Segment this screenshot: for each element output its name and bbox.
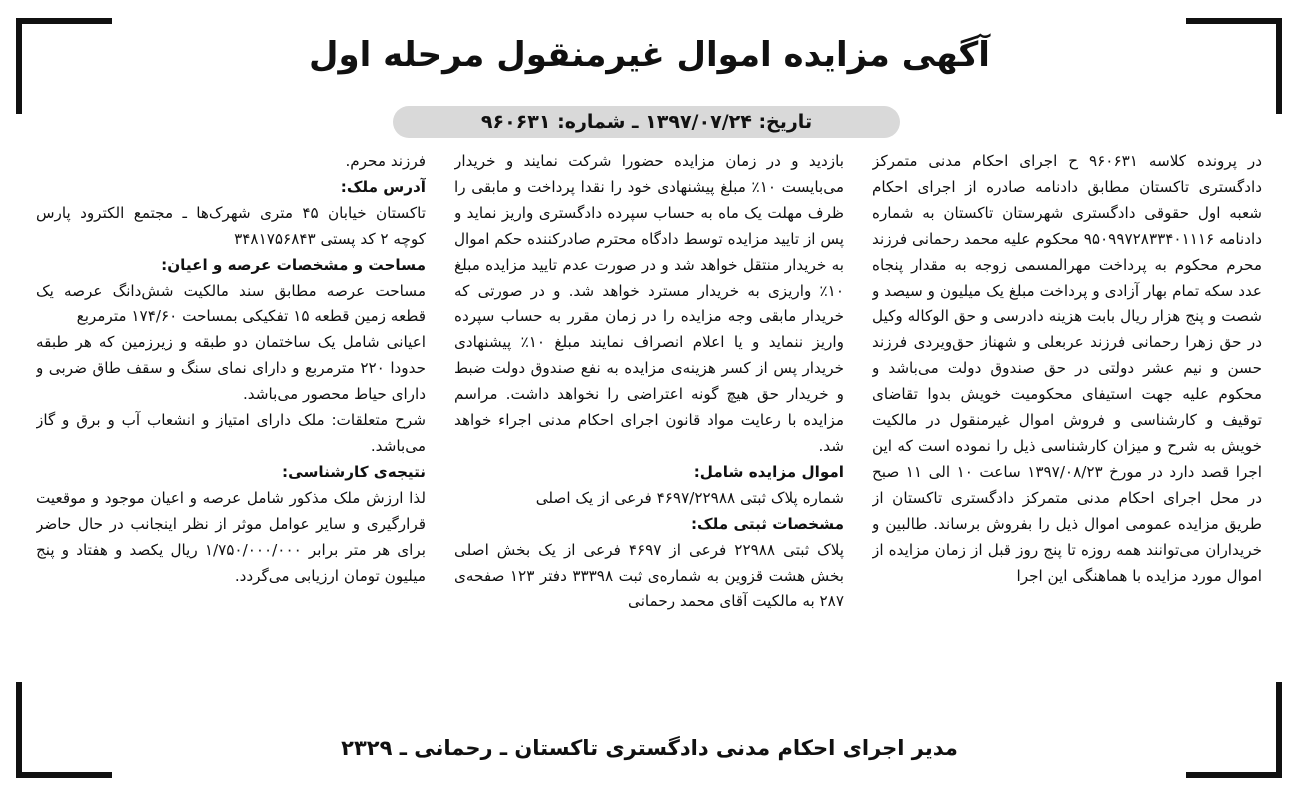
registration-details-text: پلاک ثبتی ۲۲۹۸۸ فرعی از ۴۶۹۷ فرعی از یک بخش اصلی بخش هشت قزوین به شماره‌ی ثبت ۳۳۳۹۸ دفتر ۱۲۳ صفحه‌ی ۲۸۷ به مالکیت آقای محمد رحمانی [454, 540, 844, 611]
notice-columns [36, 149, 1262, 719]
column-right [872, 149, 1262, 719]
owner-father-text: فرزند محرم. [345, 152, 426, 170]
column-left [36, 149, 426, 719]
notice-title: آگهی مزایده اموال غیرمنقول مرحله اول [309, 35, 990, 75]
appraisal-text: لذا ارزش ملک مذکور شامل عرصه و اعیان موجود و موقعیت قرارگیری و سایر عوامل موثر از نظر اینجانب در حال حاضر برای هر متر برابر ۱/۷۵۰/۰۰۰/۰۰۰ ریال یکصد و هفتاد و پنج میلیون تومان ارزیابی می‌گردد. [36, 488, 426, 585]
amenities-text: شرح متعلقات: ملک دارای امتیاز و انشعاب آب و برق و گاز می‌باشد. [36, 411, 426, 455]
column-middle [454, 149, 844, 719]
address-heading: آدرس ملک: [340, 177, 426, 196]
area-specs-heading: مساحت و مشخصات عرصه و اعیان: [161, 255, 426, 274]
column-middle-text: بازدید و در زمان مزایده حضورا شرکت نمایند و خریدار می‌بایست ۱۰٪ مبلغ پیشنهادی خود را نقدا پرداخت و مابقی را ظرف مهلت یک ماه به حساب سپرده دادگستری واریز نماید و پس از تایید مزایده توسط دادگاه محترم صادرکننده حکم اموال به خریدار منتقل خواهد شد و در صورت عدم تایید مزایده مبلغ ۱۰٪ واریزی به خریدار مسترد خواهد شد. و در صورتی که خریدار مابقی وجه مزایده را در زمان مقرر به حساب سپرده واریز ننماید و یا اعلام انصراف نمایند مبلغ ۱۰٪ پیشنهادی خریدار پس از کسر هزینه‌ی مزایده به نفع صندوق دولت ضبط و خریدار حق هیچ گونه اعتراضی را نخواهد داشت. مراسم مزایده با رعایت مواد قانون اجرای احکام مدنی اجراء خواهد شد. [454, 152, 844, 455]
registration-details-heading: مشخصات ثبتی ملک: [690, 514, 844, 533]
appraisal-heading: نتیجه‌ی کارشناسی: [282, 462, 426, 481]
building-text: اعیانی شامل یک ساختمان دو طبقه و زیرزمین که هر طبقه حدودا ۲۲۰ مترمربع و دارای نمای سنگ و سقف طاق ضربی و دارای حیاط محصور می‌باشد. [36, 333, 426, 404]
address-text: تاکستان خیابان ۴۵ متری شهرک‌ها ـ مجتمع الکترود پارس کوچه ۲ کد پستی ۳۴۸۱۷۵۶۸۴۳ [36, 203, 426, 248]
property-included-heading: اموال مزایده شامل: [693, 462, 844, 481]
property-plate-text: شماره پلاک ثبتی ۴۶۹۷/۲۲۹۸۸ فرعی از یک اصلی [535, 488, 844, 507]
date-number-line: تاریخ: ۱۳۹۷/۰۷/۲۴ ـ شماره: ۹۶۰۶۳۱ [393, 106, 900, 138]
notice-footer-signature: مدیر اجرای احکام مدنی دادگستری تاکستان ـ رحمانی ـ ۲۳۲۹ [341, 736, 958, 760]
column-right-text: در پرونده کلاسه ۹۶۰۶۳۱ ح اجرای احکام مدنی متمرکز دادگستری تاکستان مطابق دادنامه صادره از اجرای احکام شعبه اول حقوقی دادگستری شهرستان تاکستان به شماره دادنامه ۹۵۰۹۹۷۲۸۳۳۴۰۱۱۱۶ محکوم علیه محمد رحمانی فرزند محرم محکوم به پرداخت مهرالمسمی زوجه به مقدار پنجاه عدد سکه تمام بهار آزادی و پرداخت مبلغ یک میلیون و سیصد و شصت و پنج هزار ریال بابت هزینه دادرسی و حق الوکاله وکیل در حق زهرا رحمانی فرزند عربعلی و شهناز حق‌ویردی فرزند حسن و نیم عشر دولتی در حق صندوق دولت می‌باشد و محکوم علیه جهت استیفای محکومیت خویش بدوا تقاضای توقیف و کارشناسی و فروش اموال غیرمنقول در مالکیت خویش به شرح و میزان کارشناسی ذیل را نموده است که این اجرا قصد دارد در مورخ ۱۳۹۷/۰۸/۲۳ ساعت ۱۰ الی ۱۱ صبح در محل اجرای احکام مدنی متمرکز دادگستری تاکستان از طریق مزایده عمومی اموال ذیل را بفروش برساند. طالبین و خریداران می‌توانند همه روزه تا پنج روز قبل از زمان مزایده از اموال مورد مزایده با هماهنگی این اجرا [872, 152, 1262, 585]
land-area-text: مساحت عرصه مطابق سند مالکیت شش‌دانگ عرصه یک قطعه زمین قطعه ۱۵ تفکیکی بمساحت ۱۷۴/۶۰ مترمربع [36, 281, 426, 326]
